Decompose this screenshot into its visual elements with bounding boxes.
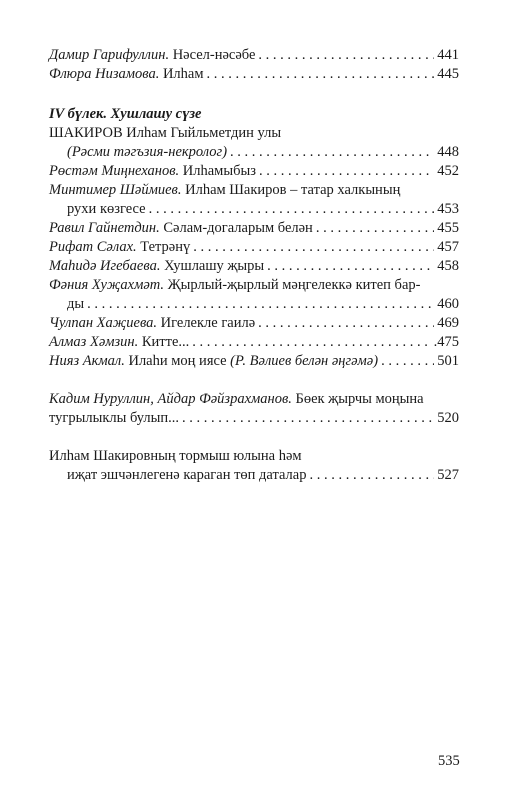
toc-entry-igebaeva xyxy=(49,257,459,276)
entry-author: Чулпан Хаҗиева. xyxy=(49,315,158,331)
toc-entry-khujakhmet xyxy=(49,276,459,295)
entry-author: Рөстәм Миңнеханов. xyxy=(49,163,180,179)
dot-leader xyxy=(149,200,435,219)
dot-leader xyxy=(267,257,434,276)
toc-entry-chronology-cont xyxy=(49,466,459,485)
entry-title: Нәсел-нәсәбе xyxy=(169,47,256,63)
toc-entry-chronology: Илһам Шакировның тормыш юлына һәм xyxy=(49,448,302,464)
entry-title: Тетрәнү xyxy=(136,239,191,255)
dot-leader xyxy=(258,314,434,333)
toc-entry-gainetdin xyxy=(49,219,459,238)
toc-entry-shaimiev-cont xyxy=(49,200,459,219)
entry-author: Флюра Низамова. xyxy=(49,66,160,82)
entry-page: 527 xyxy=(437,467,459,483)
table-of-contents xyxy=(49,46,459,485)
dot-leader xyxy=(381,352,434,371)
entry-page: 445 xyxy=(437,66,459,82)
entry-page: 455 xyxy=(437,220,459,236)
entry-page: 448 xyxy=(437,144,459,160)
dot-leader xyxy=(207,65,435,84)
dot-leader xyxy=(309,466,434,485)
entry-page: 458 xyxy=(437,258,459,274)
entry-title: Илһам Шакиров – татар халкының xyxy=(181,182,401,198)
toc-entry-khujakhmet-cont xyxy=(49,295,459,314)
entry-title: Хушлашу җыры xyxy=(160,258,265,274)
toc-entry-shaimiev xyxy=(49,181,459,200)
entry-page: 452 xyxy=(437,163,459,179)
entry-author: Маһидә Игебаева. xyxy=(49,258,161,274)
toc-entry-nizamova xyxy=(49,65,459,84)
toc-entry-akmal xyxy=(49,352,459,371)
entry-page: .475 xyxy=(433,334,459,350)
entry-title-cont: иҗат эшчәнлегенә караган төп даталар xyxy=(67,467,307,483)
toc-entry-khamzin xyxy=(49,333,459,352)
entry-subtitle: (Рәсми тәгъзия-некролог) xyxy=(67,144,228,160)
page-number: 535 xyxy=(438,753,460,769)
entry-title: Илһам xyxy=(159,66,204,82)
entry-title: Җырлый-җырлый мәңгелеккә китеп бар- xyxy=(164,277,421,293)
entry-page: 469 xyxy=(437,315,459,331)
section-heading: IV бүлек. Хушлашу сүзе xyxy=(49,106,202,122)
entry-title: Илаһи моң иясе xyxy=(124,353,231,369)
entry-title-cont: тугрылыклы булып... xyxy=(49,410,180,426)
entry-author: Дамир Гарифуллин. xyxy=(49,47,170,63)
dot-leader xyxy=(230,143,434,162)
entry-shakirov-title: ШАКИРОВ Илһам Гыйльметдин улы xyxy=(49,125,282,141)
entry-title: Сәлам-догаларым белән xyxy=(159,220,313,236)
entry-title: Игелекле гаилә xyxy=(157,315,256,331)
toc-entry-salakh xyxy=(49,238,459,257)
entry-author: Нияз Акмал. xyxy=(49,353,125,369)
entry-page: 520 xyxy=(437,410,459,426)
entry-title: Бөек җырчы моңына xyxy=(291,391,424,407)
entry-title: Китте... xyxy=(138,334,190,350)
entry-author: Рифат Сәлах. xyxy=(49,239,137,255)
entry-page: 460 xyxy=(437,296,459,312)
entry-author: Кадим Нуруллин, Айдар Фәйзрахманов. xyxy=(49,391,292,407)
toc-entry-khajieva xyxy=(49,314,459,333)
toc-entry-garifullin xyxy=(49,46,459,65)
toc-entry-nurullin-cont xyxy=(49,409,459,428)
dot-leader xyxy=(192,333,430,352)
dot-leader xyxy=(316,219,434,238)
entry-page: 457 xyxy=(437,239,459,255)
entry-page: 441 xyxy=(437,47,459,63)
entry-author: Фәния Хуҗахмәт. xyxy=(49,277,165,293)
toc-entry-shakirov xyxy=(49,143,459,162)
dot-leader xyxy=(258,46,434,65)
entry-page: 501 xyxy=(437,353,459,369)
entry-author: Минтимер Шәймиев. xyxy=(49,182,182,198)
dot-leader xyxy=(193,238,434,257)
dot-leader xyxy=(182,409,434,428)
dot-leader xyxy=(259,162,434,181)
toc-entry-minnekhanov xyxy=(49,162,459,181)
entry-title-cont: ды xyxy=(67,296,85,312)
entry-title-cont: рухи көзгесе xyxy=(67,201,146,217)
entry-title-note: (Р. Вәлиев белән әңгәмә) xyxy=(230,353,379,369)
entry-author: Равил Гайнетдин. xyxy=(49,220,160,236)
toc-entry-nurullin xyxy=(49,390,459,409)
dot-leader xyxy=(87,295,434,314)
entry-title: Илһамыбыз xyxy=(179,163,256,179)
entry-author: Алмаз Хәмзин. xyxy=(49,334,139,350)
entry-page: 453 xyxy=(437,201,459,217)
